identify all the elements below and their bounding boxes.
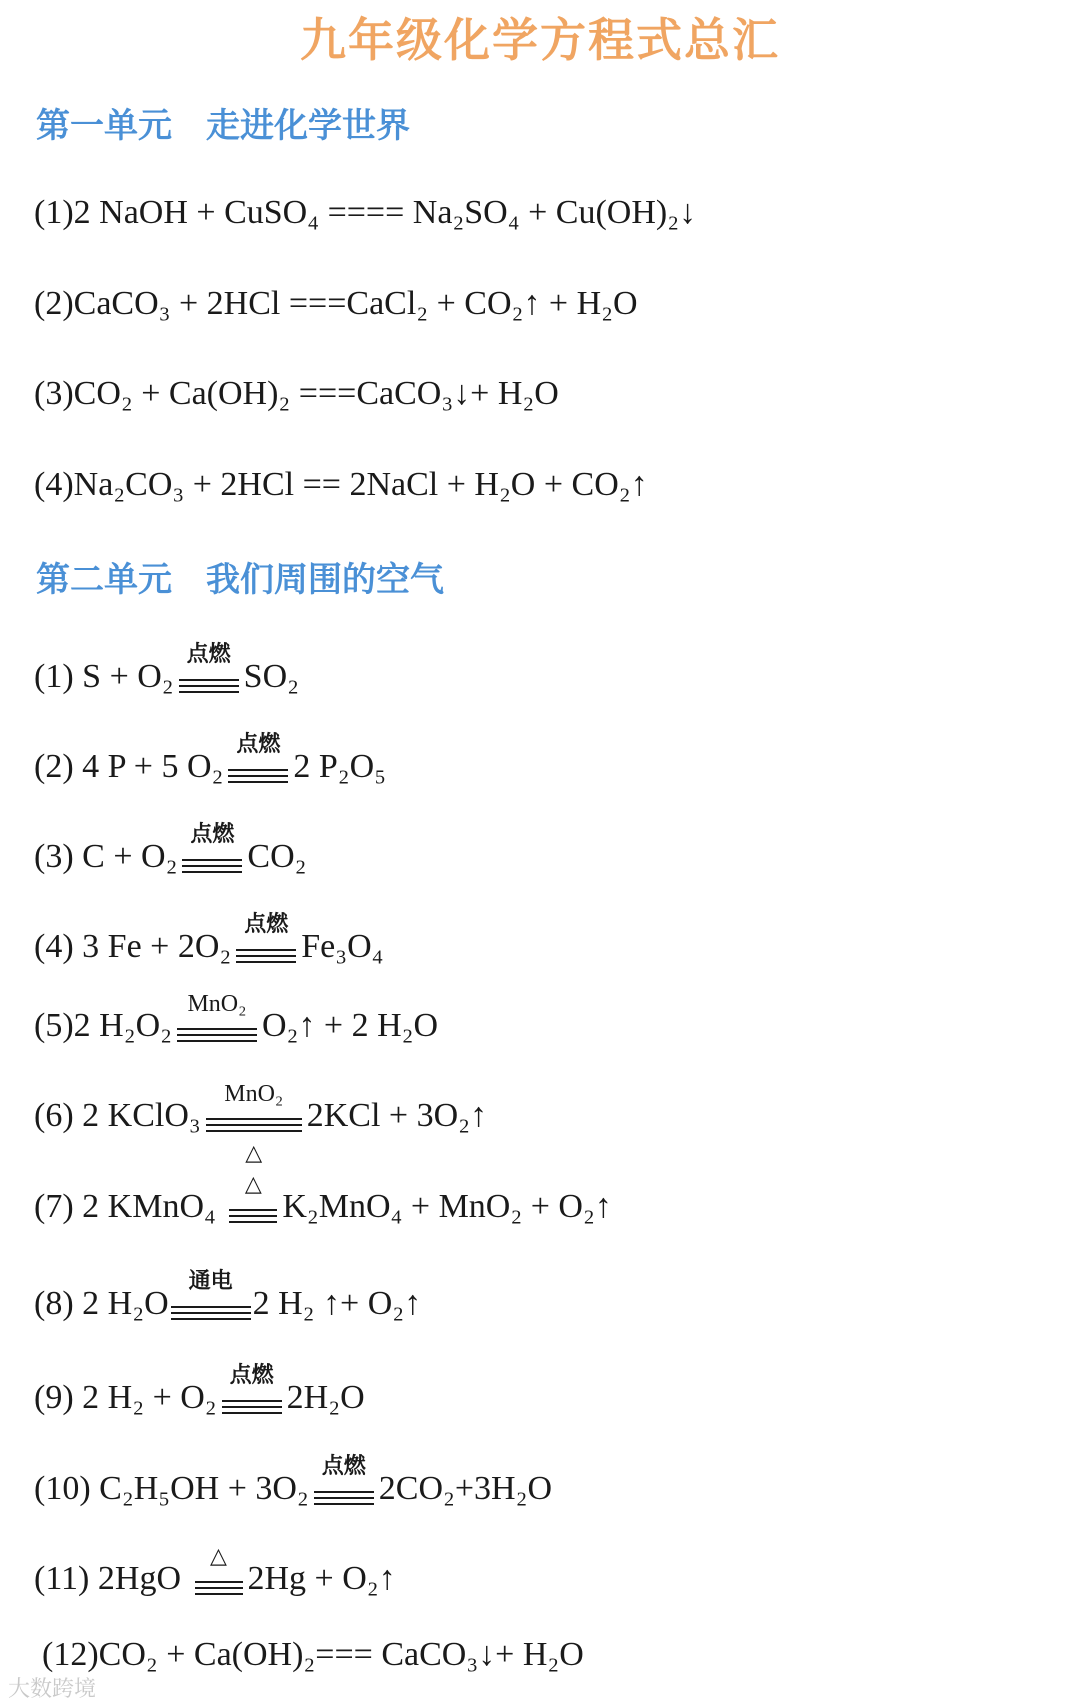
equation-row [34, 284, 638, 324]
reaction-condition-sign [177, 991, 257, 1042]
equation-left: 2 H₂O₂ [73, 1007, 172, 1044]
equation-left: 3 Fe + 2O₂ [82, 928, 232, 965]
equation-left: 2 KClO₃ [82, 1097, 201, 1134]
equation-number: (3) [34, 375, 74, 412]
equation-number: (2) [34, 285, 74, 322]
equation-row [34, 912, 384, 967]
equation-left: C₂H₅OH + 3O₂ [99, 1470, 309, 1507]
condition-above: 点燃 [186, 642, 231, 667]
equation-left: 4 P + 5 O₂ [82, 748, 224, 785]
reaction-condition-sign [179, 642, 239, 693]
equation-text: CO₂ + Ca(OH)₂ ===CaCO₃↓+ H₂O [73, 375, 559, 412]
equation-left: 2 KMnO₄ [82, 1188, 216, 1225]
equation-right: 2Hg + O₂↑ [247, 1560, 396, 1597]
condition-above: 通电 [188, 1269, 233, 1294]
equation-right: 2 P₂O₅ [293, 748, 387, 785]
watermark: 大数跨境 [8, 1677, 97, 1702]
condition-above: 点燃 [321, 1454, 366, 1479]
equation-number: (4) [34, 928, 74, 965]
equation-row [34, 642, 299, 697]
reaction-condition-sign [314, 1454, 374, 1505]
equation-right: SO₂ [243, 658, 299, 695]
equation-right: O₂↑ + 2 H₂O [261, 1007, 439, 1044]
equation-number: (3) [34, 838, 74, 875]
equation-number: (12) [42, 1636, 99, 1673]
equation-row [34, 1081, 488, 1166]
equation-right: Fe₃O₄ [301, 928, 384, 965]
reaction-condition-sign [206, 1081, 302, 1166]
reaction-condition-sign [182, 822, 242, 873]
equation-number: (11) [34, 1560, 90, 1597]
equation-right: === CaCO₃↓+ H₂O [315, 1636, 584, 1673]
equation-right: CO₂ [247, 838, 307, 875]
equation-number: (1) [34, 194, 74, 231]
equation-number: (1) [34, 658, 74, 695]
equation-number: (4) [34, 466, 74, 503]
reaction-condition-sign [195, 1544, 243, 1595]
equation-text: 2 NaOH + CuSO₄ ==== Na₂SO₄ + Cu(OH)₂↓ [73, 194, 697, 231]
equation-row [34, 1544, 396, 1599]
reaction-condition-sign [236, 912, 296, 963]
equation-number: (10) [34, 1470, 91, 1507]
condition-above: 点燃 [229, 1363, 274, 1388]
unit1-heading: 第一单元 走进化学世界 [36, 106, 410, 146]
equation-row [34, 193, 696, 233]
equation-row [34, 991, 439, 1046]
reaction-condition-sign [229, 1172, 277, 1223]
condition-below: △ [245, 1141, 263, 1166]
equation-left: 2 H₂ + O₂ [82, 1379, 217, 1416]
condition-above: 点燃 [190, 822, 235, 847]
equation-left: 2HgO [97, 1560, 181, 1597]
equation-row [34, 1269, 422, 1324]
equation-left: S + O₂ [82, 658, 174, 695]
equation-row [34, 1363, 365, 1418]
reaction-condition-sign [228, 732, 288, 783]
equation-number: (9) [34, 1379, 74, 1416]
condition-above: MnO₂ [187, 991, 247, 1017]
equation-right: 2KCl + 3O₂↑ [306, 1097, 488, 1134]
equation-row [34, 732, 387, 787]
equation-left: C + O₂ [82, 838, 178, 875]
condition-above: △ [210, 1544, 227, 1569]
unit2-heading: 第二单元 我们周围的空气 [36, 560, 444, 600]
equation-number: (2) [34, 748, 74, 785]
condition-above: MnO₂ [224, 1081, 284, 1107]
equation-row [34, 1172, 612, 1227]
equation-text: Na₂CO₃ + 2HCl == 2NaCl + H₂O + CO₂↑ [73, 466, 648, 503]
equation-number: (6) [34, 1097, 74, 1134]
equation-number: (7) [34, 1188, 74, 1225]
page-title: 九年级化学方程式总汇 [300, 13, 780, 67]
equation-row [34, 374, 559, 414]
equation-left: CO₂ + Ca(OH)₂ [98, 1636, 316, 1673]
equation-row [34, 465, 648, 505]
equation-right: 2H₂O [286, 1379, 365, 1416]
condition-above: 点燃 [244, 912, 289, 937]
equation-row [34, 1454, 553, 1509]
equation-right: 2CO₂+3H₂O [378, 1470, 553, 1507]
equation-number: (8) [34, 1285, 74, 1322]
reaction-condition-sign [171, 1269, 251, 1320]
condition-above: △ [244, 1172, 262, 1197]
equation-right: K₂MnO₄ + MnO₂ + O₂↑ [282, 1188, 612, 1225]
equation-text: CaCO₃ + 2HCl ===CaCl₂ + CO₂↑ + H₂O [73, 285, 638, 322]
reaction-condition-sign [222, 1363, 282, 1414]
condition-above: 点燃 [236, 732, 281, 757]
equation-left: 2 H₂O [82, 1285, 169, 1322]
equation-row [42, 1635, 584, 1675]
equation-right: 2 H₂ ↑+ O₂↑ [252, 1285, 422, 1322]
equation-number: (5) [34, 1007, 74, 1044]
equation-row [34, 822, 307, 877]
